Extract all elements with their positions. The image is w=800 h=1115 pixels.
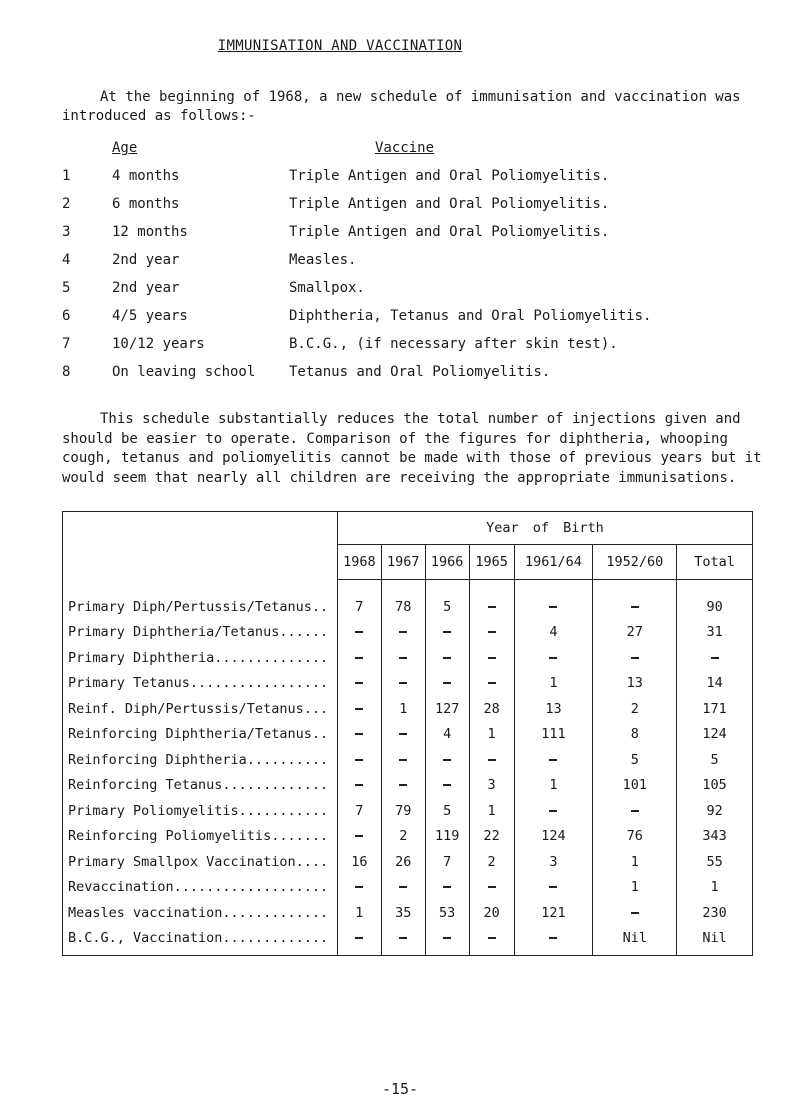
dash-mark bbox=[549, 810, 557, 812]
table-cell: 8 bbox=[593, 722, 677, 748]
schedule-age: 12 months bbox=[112, 224, 188, 240]
table-cell bbox=[469, 875, 514, 901]
table-cell bbox=[469, 580, 514, 620]
table-cell: 55 bbox=[677, 849, 753, 875]
dash-mark bbox=[399, 937, 407, 939]
table-cell: 101 bbox=[593, 773, 677, 799]
table-cell: 79 bbox=[381, 798, 425, 824]
table-cell bbox=[337, 671, 381, 697]
table-cell: 2 bbox=[593, 696, 677, 722]
table-cell bbox=[593, 798, 677, 824]
page-number: -15- bbox=[381, 1080, 419, 1098]
table-corner-cell bbox=[63, 512, 338, 580]
column-header: 1952/60 bbox=[593, 545, 677, 580]
dash-mark bbox=[355, 631, 363, 633]
dash-mark bbox=[549, 886, 557, 888]
table-cell bbox=[469, 671, 514, 697]
table-cell: 13 bbox=[514, 696, 593, 722]
dash-mark bbox=[549, 606, 557, 608]
table-cell: Nil bbox=[677, 926, 753, 956]
table-cell: 111 bbox=[514, 722, 593, 748]
table-cell bbox=[337, 747, 381, 773]
schedule-vaccine: Triple Antigen and Oral Poliomyelitis. bbox=[289, 224, 610, 240]
table-cell bbox=[514, 875, 593, 901]
table-cell bbox=[381, 671, 425, 697]
table-cell bbox=[337, 645, 381, 671]
dash-mark bbox=[355, 835, 363, 837]
row-label: Revaccination................... bbox=[63, 875, 338, 901]
table-row bbox=[63, 773, 753, 799]
table-cell: 1 bbox=[381, 696, 425, 722]
schedule-number: 2 bbox=[62, 196, 71, 212]
schedule-row bbox=[0, 196, 800, 224]
dash-mark bbox=[443, 937, 451, 939]
intro-paragraph: At the beginning of 1968, a new schedule of immunisation and vaccination was introduced as follows:- bbox=[62, 89, 741, 124]
dash-mark bbox=[443, 682, 451, 684]
schedule-age: 10/12 years bbox=[112, 336, 205, 352]
schedule-age: 2nd year bbox=[112, 280, 180, 296]
schedule-age: 6 months bbox=[112, 196, 180, 212]
table-cell bbox=[514, 798, 593, 824]
table-cell bbox=[381, 926, 425, 956]
dash-mark bbox=[488, 631, 496, 633]
table-cell: 35 bbox=[381, 900, 425, 926]
dash-mark bbox=[443, 886, 451, 888]
row-label: Measles vaccination............. bbox=[63, 900, 338, 926]
row-label: Primary Diph/Pertussis/Tetanus.. bbox=[63, 580, 338, 620]
table-cell bbox=[425, 645, 469, 671]
table-row bbox=[63, 900, 753, 926]
table-cell: 124 bbox=[514, 824, 593, 850]
schedule-vaccine: Diphtheria, Tetanus and Oral Poliomyelitis. bbox=[289, 308, 652, 324]
dash-mark bbox=[631, 657, 639, 659]
dash-mark bbox=[488, 937, 496, 939]
row-label: Primary Poliomyelitis........... bbox=[63, 798, 338, 824]
schedule-row bbox=[0, 364, 800, 392]
immunisation-table bbox=[62, 511, 753, 956]
schedule-age: 2nd year bbox=[112, 252, 180, 268]
table-cell: 76 bbox=[593, 824, 677, 850]
dash-mark bbox=[443, 784, 451, 786]
schedule-vaccine: Smallpox. bbox=[289, 280, 365, 296]
table-cell bbox=[593, 645, 677, 671]
table-cell bbox=[381, 747, 425, 773]
table-cell bbox=[337, 926, 381, 956]
table-cell: 28 bbox=[469, 696, 514, 722]
table-cell: 105 bbox=[677, 773, 753, 799]
table-cell bbox=[514, 747, 593, 773]
schedule-age-header: Age bbox=[112, 140, 138, 156]
row-label: B.C.G., Vaccination............. bbox=[63, 926, 338, 956]
table-row bbox=[63, 580, 753, 620]
table-cell: 124 bbox=[677, 722, 753, 748]
table-cell bbox=[337, 875, 381, 901]
table-row bbox=[63, 671, 753, 697]
table-cell: 1 bbox=[337, 900, 381, 926]
dash-mark bbox=[549, 937, 557, 939]
dash-mark bbox=[399, 784, 407, 786]
table-cell bbox=[469, 645, 514, 671]
table-row bbox=[63, 696, 753, 722]
schedule-number: 4 bbox=[62, 252, 71, 268]
table-cell: 5 bbox=[593, 747, 677, 773]
schedule-number: 1 bbox=[62, 168, 71, 184]
table-cell: 1 bbox=[469, 798, 514, 824]
dash-mark bbox=[488, 682, 496, 684]
schedule-list bbox=[0, 168, 800, 392]
year-of-birth-header: Year of Birth bbox=[337, 512, 752, 545]
table-row bbox=[63, 824, 753, 850]
table-row bbox=[63, 620, 753, 646]
schedule-vaccine-header: Vaccine bbox=[375, 140, 435, 156]
table-cell: 5 bbox=[677, 747, 753, 773]
table-cell: 1 bbox=[469, 722, 514, 748]
column-header: 1965 bbox=[469, 545, 514, 580]
row-label: Primary Diphtheria/Tetanus...... bbox=[63, 620, 338, 646]
schedule-vaccine: Triple Antigen and Oral Poliomyelitis. bbox=[289, 168, 610, 184]
table-row bbox=[63, 645, 753, 671]
schedule-number: 8 bbox=[62, 364, 71, 380]
schedule-number: 3 bbox=[62, 224, 71, 240]
table-cell bbox=[337, 620, 381, 646]
dash-mark bbox=[399, 886, 407, 888]
dash-mark bbox=[549, 657, 557, 659]
row-label: Reinforcing Poliomyelitis....... bbox=[63, 824, 338, 850]
table-cell bbox=[514, 926, 593, 956]
table-cell: 1 bbox=[514, 773, 593, 799]
dash-mark bbox=[355, 708, 363, 710]
table-cell: 26 bbox=[381, 849, 425, 875]
table-cell: 22 bbox=[469, 824, 514, 850]
schedule-vaccine: B.C.G., (if necessary after skin test). bbox=[289, 336, 618, 352]
dash-mark bbox=[488, 657, 496, 659]
table-cell: 1 bbox=[593, 875, 677, 901]
dash-mark bbox=[631, 606, 639, 608]
table-row bbox=[63, 875, 753, 901]
dash-mark bbox=[443, 759, 451, 761]
table-cell: 7 bbox=[425, 849, 469, 875]
schedule-number: 5 bbox=[62, 280, 71, 296]
dash-mark bbox=[631, 912, 639, 914]
table-cell: 3 bbox=[514, 849, 593, 875]
table-cell bbox=[469, 747, 514, 773]
row-label: Primary Smallpox Vaccination.... bbox=[63, 849, 338, 875]
table-cell: 343 bbox=[677, 824, 753, 850]
table-cell bbox=[469, 926, 514, 956]
column-header: 1968 bbox=[337, 545, 381, 580]
dash-mark bbox=[488, 606, 496, 608]
dash-mark bbox=[488, 759, 496, 761]
table-cell: 4 bbox=[425, 722, 469, 748]
table-cell: 20 bbox=[469, 900, 514, 926]
table-cell: 127 bbox=[425, 696, 469, 722]
table-cell: 78 bbox=[381, 580, 425, 620]
dash-mark bbox=[355, 759, 363, 761]
table-body bbox=[63, 580, 753, 956]
table-cell: 13 bbox=[593, 671, 677, 697]
dash-mark bbox=[355, 937, 363, 939]
dash-mark bbox=[711, 657, 719, 659]
page-title: IMMUNISATION AND VACCINATION bbox=[217, 38, 463, 54]
schedule-vaccine: Measles. bbox=[289, 252, 357, 268]
dash-mark bbox=[549, 759, 557, 761]
dash-mark bbox=[399, 631, 407, 633]
table-cell bbox=[593, 580, 677, 620]
table-cell: 7 bbox=[337, 580, 381, 620]
dash-mark bbox=[355, 682, 363, 684]
table-row bbox=[63, 849, 753, 875]
table-cell: 27 bbox=[593, 620, 677, 646]
table-cell: 3 bbox=[469, 773, 514, 799]
schedule-age: On leaving school bbox=[112, 364, 256, 380]
table-cell bbox=[425, 671, 469, 697]
dash-mark bbox=[443, 631, 451, 633]
table-cell: 7 bbox=[337, 798, 381, 824]
dash-mark bbox=[355, 733, 363, 735]
table-cell bbox=[381, 773, 425, 799]
table-cell: Nil bbox=[593, 926, 677, 956]
column-header: 1966 bbox=[425, 545, 469, 580]
row-label: Reinforcing Diphtheria.......... bbox=[63, 747, 338, 773]
table-row bbox=[63, 798, 753, 824]
table-cell: 14 bbox=[677, 671, 753, 697]
row-label: Reinforcing Diphtheria/Tetanus.. bbox=[63, 722, 338, 748]
row-label: Primary Tetanus................. bbox=[63, 671, 338, 697]
schedule-number: 6 bbox=[62, 308, 71, 324]
dash-mark bbox=[355, 657, 363, 659]
table-cell: 171 bbox=[677, 696, 753, 722]
table-cell bbox=[425, 747, 469, 773]
table-cell: 1 bbox=[677, 875, 753, 901]
table-cell: 4 bbox=[514, 620, 593, 646]
table-cell bbox=[425, 773, 469, 799]
column-header: 1967 bbox=[381, 545, 425, 580]
table-cell bbox=[337, 824, 381, 850]
dash-mark bbox=[399, 733, 407, 735]
table-cell bbox=[514, 580, 593, 620]
table-cell bbox=[381, 645, 425, 671]
table-cell: 230 bbox=[677, 900, 753, 926]
schedule-vaccine: Triple Antigen and Oral Poliomyelitis. bbox=[289, 196, 610, 212]
dash-mark bbox=[399, 682, 407, 684]
table-row bbox=[63, 722, 753, 748]
table-cell bbox=[337, 722, 381, 748]
column-header: Total bbox=[677, 545, 753, 580]
table-cell: 1 bbox=[514, 671, 593, 697]
schedule-vaccine: Tetanus and Oral Poliomyelitis. bbox=[289, 364, 551, 380]
table-cell: 2 bbox=[469, 849, 514, 875]
table-cell: 119 bbox=[425, 824, 469, 850]
table-cell bbox=[381, 875, 425, 901]
dash-mark bbox=[443, 657, 451, 659]
dash-mark bbox=[399, 657, 407, 659]
schedule-row bbox=[0, 224, 800, 252]
dash-mark bbox=[355, 784, 363, 786]
schedule-age: 4 months bbox=[112, 168, 180, 184]
column-header: 1961/64 bbox=[514, 545, 593, 580]
schedule-row bbox=[0, 168, 800, 196]
table-cell bbox=[677, 645, 753, 671]
table-cell: 5 bbox=[425, 798, 469, 824]
table-cell bbox=[337, 696, 381, 722]
schedule-number: 7 bbox=[62, 336, 71, 352]
table-cell: 1 bbox=[593, 849, 677, 875]
dash-mark bbox=[631, 810, 639, 812]
dash-mark bbox=[399, 759, 407, 761]
table-cell bbox=[381, 722, 425, 748]
schedule-row bbox=[0, 308, 800, 336]
dash-mark bbox=[355, 886, 363, 888]
table-cell: 90 bbox=[677, 580, 753, 620]
table-cell bbox=[593, 900, 677, 926]
table-cell: 16 bbox=[337, 849, 381, 875]
table-cell bbox=[337, 773, 381, 799]
table-cell: 121 bbox=[514, 900, 593, 926]
table-cell: 2 bbox=[381, 824, 425, 850]
table-row bbox=[63, 926, 753, 956]
table-cell: 5 bbox=[425, 580, 469, 620]
row-label: Reinf. Diph/Pertussis/Tetanus... bbox=[63, 696, 338, 722]
schedule-row bbox=[0, 336, 800, 364]
summary-paragraph: This schedule substantially reduces the total number of injections given and should be easier to operate. Comparison of the figures for diphtheria, whooping cough, tetanus and poliomyelitis cannot be made with those of previous years but it would seem that nearly all children are receiving the appropriate immunisations. bbox=[62, 411, 762, 486]
row-label: Reinforcing Tetanus............. bbox=[63, 773, 338, 799]
table-cell bbox=[469, 620, 514, 646]
table-cell bbox=[425, 926, 469, 956]
table-cell: 92 bbox=[677, 798, 753, 824]
table-cell bbox=[425, 620, 469, 646]
schedule-age: 4/5 years bbox=[112, 308, 188, 324]
schedule-row bbox=[0, 252, 800, 280]
table-cell: 31 bbox=[677, 620, 753, 646]
dash-mark bbox=[488, 886, 496, 888]
schedule-row bbox=[0, 280, 800, 308]
table-cell bbox=[381, 620, 425, 646]
table-cell: 53 bbox=[425, 900, 469, 926]
row-label: Primary Diphtheria.............. bbox=[63, 645, 338, 671]
table-row bbox=[63, 747, 753, 773]
table-cell bbox=[514, 645, 593, 671]
table-cell bbox=[425, 875, 469, 901]
